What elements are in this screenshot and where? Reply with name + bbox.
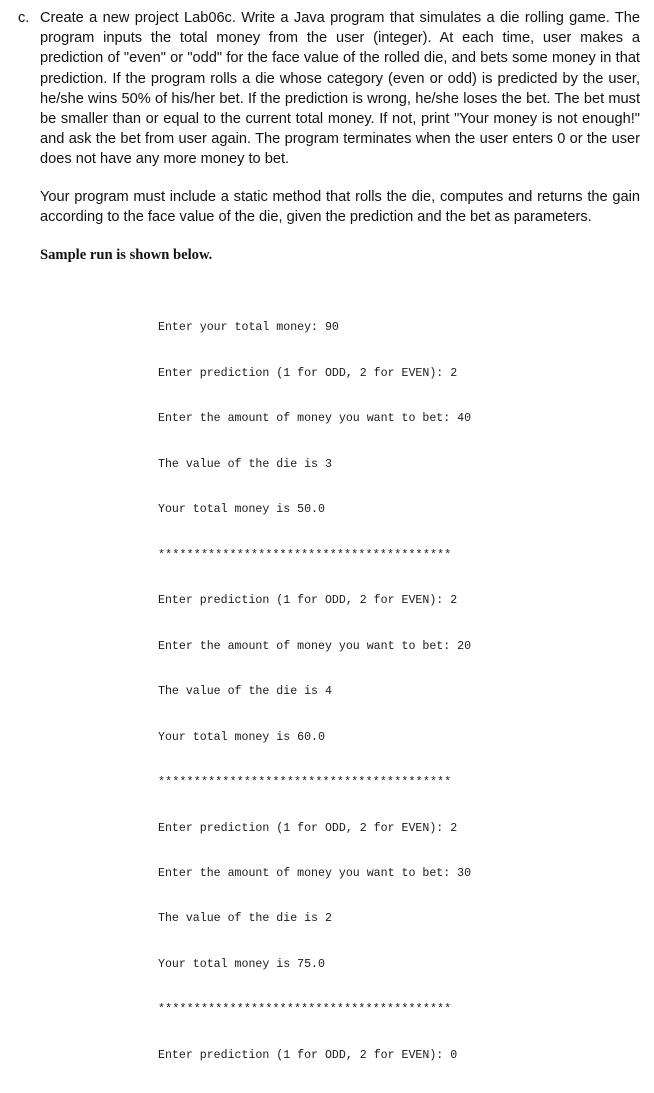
console-line: Enter the amount of money you want to bet: 20 xyxy=(158,639,472,653)
console-line: Enter the amount of money you want to bet: 30 xyxy=(158,867,472,880)
console-separator: ***************************************** xyxy=(158,1003,452,1017)
console-line: Enter your total money: 90 xyxy=(158,321,339,335)
console-line: Enter prediction (1 for ODD, 2 for EVEN): 0 xyxy=(158,1048,458,1062)
sample-run-heading: Sample run is shown below. xyxy=(40,247,213,263)
console-line: Enter prediction (1 for ODD, 2 for EVEN): 2 xyxy=(158,594,458,608)
console-separator: ***************************************** xyxy=(158,548,452,562)
console-line: The value of the die is 3 xyxy=(158,457,332,471)
task-description-paragraph: Create a new project Lab06c. Write a Java program that simulates a die rolling game. The program inputs the total money from the user (integer). At each time, user makes a prediction of "even" or "odd" for the face value of the rolled die, and bets some money in that prediction. If the program rolls a die whose category (even or odd) is predicted by the user, he/she wins 50% of his/her bet. If the prediction is wrong, he/she loses the bet. The bet must be smaller than or equal to the current total money. If not, print "Your money is not enough!" and ask the bet from user again. The program terminates when the user enters 0 or the user does not have any more money to bet. xyxy=(40,10,640,168)
method-requirement-paragraph: Your program must include a static method that rolls the die, computes and returns the gain according to the face value of the die, given the prediction and the bet as parameters. xyxy=(40,189,640,226)
console-line: The value of the die is 4 xyxy=(158,685,332,699)
console-line: Enter prediction (1 for ODD, 2 for EVEN): 2 xyxy=(158,821,458,835)
console-separator: ***************************************** xyxy=(158,776,452,790)
list-item-marker: c. xyxy=(18,10,30,26)
console-line: Your total money is 50.0 xyxy=(158,503,325,517)
console-line: Your total money is 60.0 xyxy=(158,730,325,744)
console-line: The value of the die is 2 xyxy=(158,912,332,926)
console-line: Enter prediction (1 for ODD, 2 for EVEN): 2 xyxy=(158,366,458,380)
console-line: Enter the amount of money you want to bet: 40 xyxy=(158,412,472,426)
console-line: Your total money is 75.0 xyxy=(158,957,325,971)
sample-run-console xyxy=(158,290,471,1093)
